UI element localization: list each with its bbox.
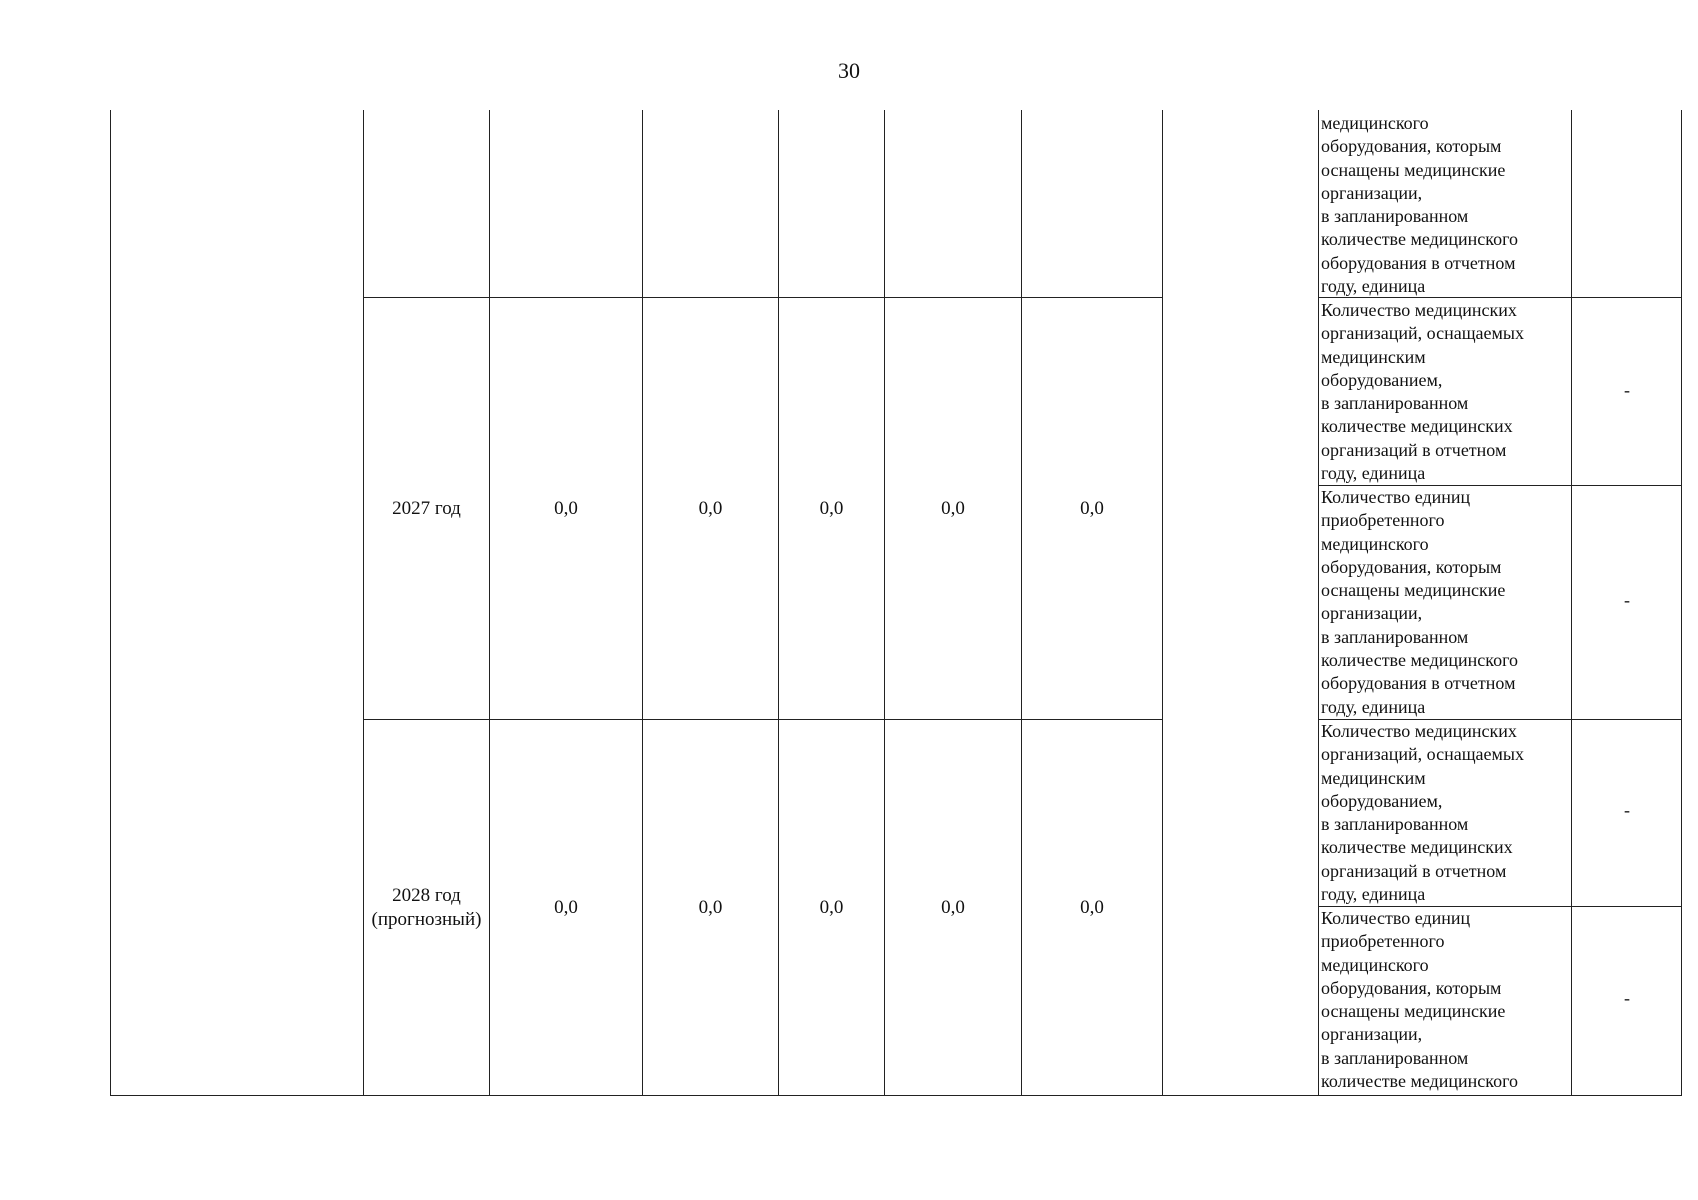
- indicator-value: -: [1624, 380, 1630, 400]
- value-cell: 0,0: [1080, 896, 1104, 918]
- indicator-text: Количество медицинских организаций, оснащаемых медицинским оборудованием, в запланированном количестве медицинских организаций в отчетном году, единица: [1321, 300, 1525, 484]
- column-divider: [1162, 110, 1163, 1096]
- value-cell: 0,0: [941, 896, 965, 918]
- column-divider: [1318, 110, 1319, 1096]
- value-cell: 0,0: [941, 497, 965, 519]
- table-border-left: [110, 110, 111, 1096]
- indicator-value: -: [1624, 988, 1630, 1008]
- column-divider: [1571, 110, 1572, 1096]
- indicator-value: -: [1624, 590, 1630, 610]
- indicator-text: Количество единиц приобретенного медицинского оборудования, которым оснащены медицинские организации, в запланированном количестве медицинского оборудования в отчетном году, единица: [1321, 487, 1519, 717]
- year-cell: 2027 год: [392, 497, 461, 519]
- table-border-right: [1681, 110, 1682, 1096]
- indicator-value: -: [1624, 800, 1630, 820]
- indicator-text: Количество единиц приобретенного медицинского оборудования, которым оснащены медицинские организации, в запланированном количестве медицинского: [1321, 908, 1519, 1092]
- page-number: 30: [838, 58, 860, 83]
- value-cell: 0,0: [1080, 497, 1104, 519]
- value-cell: 0,0: [698, 896, 723, 918]
- table-border-bottom: [110, 1095, 1682, 1096]
- indicator-text: Количество медицинских организаций, оснащаемых медицинским оборудованием, в запланированном количестве медицинских организаций в отчетном году, единица: [1321, 721, 1525, 905]
- value-cell: 0,0: [819, 896, 844, 918]
- value-cell: 0,0: [819, 497, 844, 519]
- year-cell: 2028 год (прогнозный): [371, 885, 482, 930]
- value-cell: 0,0: [554, 497, 578, 519]
- indicator-text: медицинского оборудования, которым оснащены медицинские организации, в запланированном количестве медицинского оборудования в отчетном году, единица: [1321, 113, 1519, 297]
- value-cell: 0,0: [554, 896, 578, 918]
- value-cell: 0,0: [698, 497, 723, 519]
